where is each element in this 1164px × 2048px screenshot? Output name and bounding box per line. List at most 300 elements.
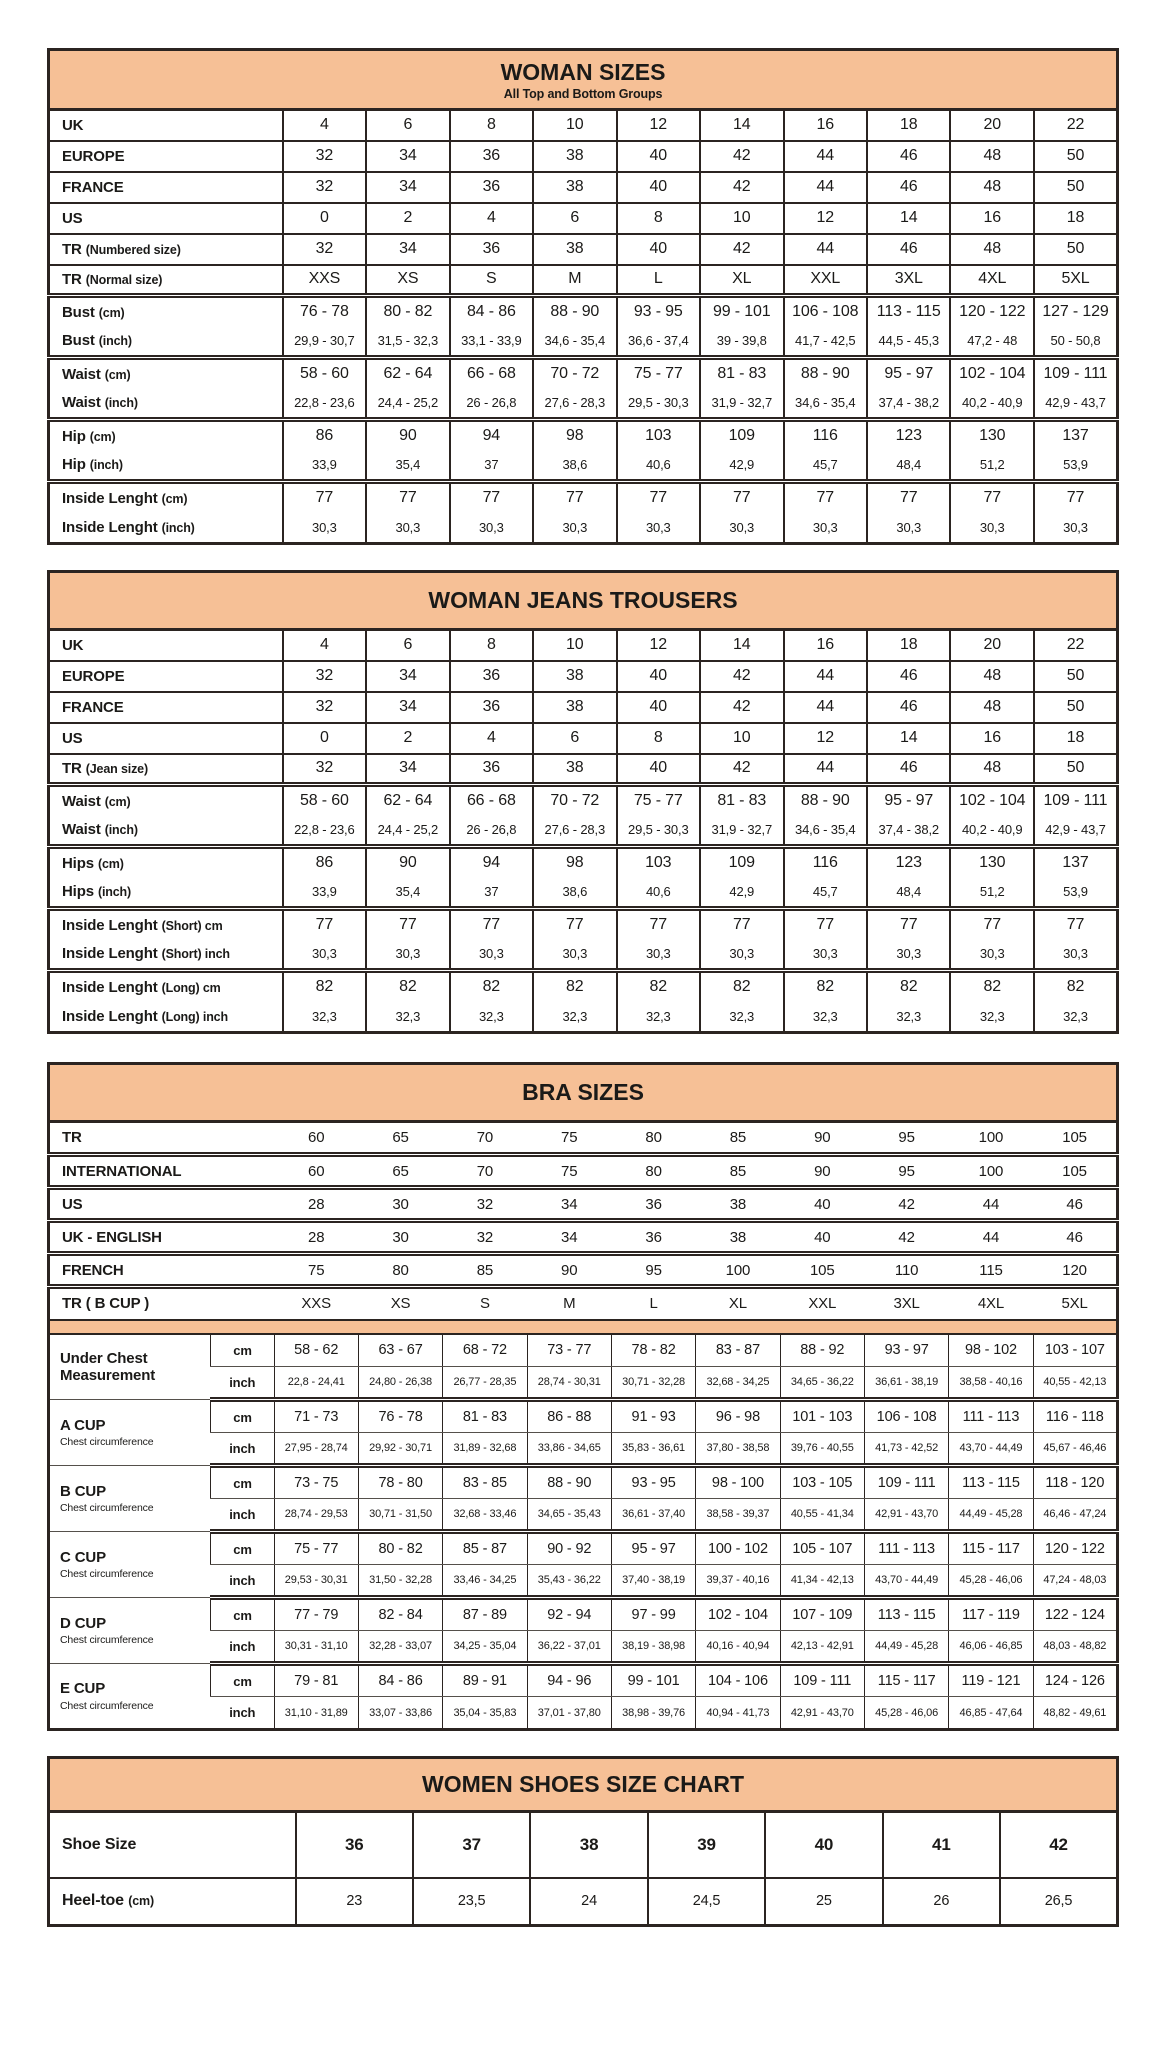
size-value: 26 bbox=[883, 1878, 1000, 1926]
size-value: 33,9 bbox=[283, 451, 366, 482]
size-value: 32 bbox=[283, 754, 366, 785]
cup-inch-value: 40,16 - 40,94 bbox=[696, 1631, 780, 1664]
cup-label: E CUP Chest circumference bbox=[49, 1664, 211, 1730]
row-label: Heel-toe (cm) bbox=[62, 1892, 155, 1910]
cup-cm-value: 109 - 111 bbox=[864, 1466, 948, 1499]
row-label: UK bbox=[49, 110, 283, 141]
table-row bbox=[49, 909, 1118, 940]
size-value: 109 bbox=[700, 420, 783, 451]
size-value: 44 bbox=[784, 234, 867, 265]
cup-cm-value: 97 - 99 bbox=[611, 1598, 695, 1631]
cup-cm-value: 88 - 92 bbox=[780, 1334, 864, 1367]
size-value: 20 bbox=[950, 630, 1033, 661]
bra-size-value: 3XL bbox=[893, 1295, 920, 1313]
size-value: 38,6 bbox=[533, 878, 616, 909]
size-value: 80 - 82 bbox=[366, 296, 449, 327]
size-value: 40 bbox=[765, 1812, 882, 1878]
size-value: 116 bbox=[784, 420, 867, 451]
row-label: Inside Lenght (cm) bbox=[62, 489, 188, 507]
table-row bbox=[49, 420, 1118, 451]
size-value: 42 bbox=[700, 172, 783, 203]
cup-cm-value: 106 - 108 bbox=[864, 1400, 948, 1433]
size-value: 44 bbox=[784, 141, 867, 172]
row-label: FRANCE bbox=[49, 692, 283, 723]
size-value: 66 - 68 bbox=[450, 785, 533, 816]
table-row bbox=[49, 358, 1118, 389]
size-value: 26 - 26,8 bbox=[450, 816, 533, 847]
bra-size-value: 100 bbox=[696, 1254, 780, 1287]
size-value: 8 bbox=[450, 110, 533, 141]
size-value: 18 bbox=[867, 630, 950, 661]
cup-cm-value: 119 - 121 bbox=[949, 1664, 1033, 1697]
size-value: 82 bbox=[283, 971, 366, 1002]
table-row bbox=[49, 723, 1118, 754]
cup-cm-value: 91 - 93 bbox=[611, 1400, 695, 1433]
cup-inch-value: 42,91 - 43,70 bbox=[864, 1499, 948, 1532]
size-value: 84 - 86 bbox=[450, 296, 533, 327]
size-value: 38 bbox=[533, 234, 616, 265]
cup-cm-value: 77 - 79 bbox=[274, 1598, 358, 1631]
cup-cm-value: 113 - 115 bbox=[949, 1466, 1033, 1499]
size-value: 41,7 - 42,5 bbox=[784, 327, 867, 358]
size-value: 94 bbox=[450, 847, 533, 878]
size-value: S bbox=[450, 265, 533, 296]
size-value: 32,3 bbox=[867, 1002, 950, 1033]
size-value: 34 bbox=[366, 234, 449, 265]
table-row bbox=[49, 1878, 1118, 1926]
row-label: Bust (cm) bbox=[62, 303, 125, 321]
size-value: 42 bbox=[700, 754, 783, 785]
bra-size-value: XS bbox=[390, 1295, 411, 1313]
size-value: 42 bbox=[700, 692, 783, 723]
row-label: Hips (cm) bbox=[62, 854, 124, 872]
bra-size-value: 75 bbox=[274, 1254, 358, 1287]
row-label: Inside Lenght (Short) inch bbox=[49, 940, 283, 971]
table-title: WOMAN JEANS TROUSERS bbox=[428, 587, 738, 613]
size-value: 37,4 - 38,2 bbox=[867, 816, 950, 847]
cup-cm-value: 107 - 109 bbox=[780, 1598, 864, 1631]
bra-sizes-table bbox=[47, 1062, 1119, 1731]
table-row bbox=[49, 661, 1118, 692]
cup-cm-value: 82 - 84 bbox=[358, 1598, 442, 1631]
cup-cm-value: 96 - 98 bbox=[696, 1400, 780, 1433]
size-value: 70 - 72 bbox=[533, 358, 616, 389]
size-value: 30,3 bbox=[1034, 940, 1118, 971]
size-value: 30,3 bbox=[533, 513, 616, 544]
bra-size-value: 95 bbox=[611, 1254, 695, 1287]
row-label: Inside Lenght (Long) inch bbox=[62, 1007, 228, 1025]
cup-cm-value: 75 - 77 bbox=[274, 1532, 358, 1565]
bra-size-value: 75 bbox=[527, 1122, 611, 1155]
cup-label: A CUP Chest circumference bbox=[49, 1400, 211, 1466]
size-value: 77 bbox=[867, 482, 950, 513]
table-row bbox=[49, 327, 1118, 358]
size-value: 33,9 bbox=[283, 878, 366, 909]
cup-cm-value: 80 - 82 bbox=[358, 1532, 442, 1565]
size-value: 88 - 90 bbox=[784, 785, 867, 816]
shoes-table bbox=[47, 1756, 1119, 1927]
cup-cm-value: 58 - 62 bbox=[274, 1334, 358, 1367]
size-value: 98 bbox=[533, 420, 616, 451]
cup-inch-value: 36,61 - 38,19 bbox=[864, 1367, 948, 1400]
size-value: 34 bbox=[366, 754, 449, 785]
size-value: 36 bbox=[450, 661, 533, 692]
size-value: 38,6 bbox=[533, 451, 616, 482]
bra-size-value: 34 bbox=[527, 1188, 611, 1221]
size-value: XXS bbox=[283, 265, 366, 296]
size-value: 26 - 26,8 bbox=[450, 389, 533, 420]
size-value: 95 - 97 bbox=[867, 358, 950, 389]
size-value: 30,3 bbox=[533, 940, 616, 971]
size-value: 77 bbox=[950, 909, 1033, 940]
cup-cm-value: 103 - 105 bbox=[780, 1466, 864, 1499]
size-value: 8 bbox=[450, 630, 533, 661]
size-value: 90 bbox=[366, 847, 449, 878]
row-label: Hips (inch) bbox=[49, 878, 283, 909]
cup-inch-value: 30,31 - 31,10 bbox=[274, 1631, 358, 1664]
cup-cm-value: 109 - 111 bbox=[780, 1664, 864, 1697]
size-value: 8 bbox=[617, 723, 700, 754]
table-row bbox=[49, 816, 1118, 847]
cup-cm-value: 117 - 119 bbox=[949, 1598, 1033, 1631]
bra-size-value: 80 bbox=[611, 1122, 695, 1155]
size-value: 95 - 97 bbox=[867, 785, 950, 816]
size-value: 46 bbox=[867, 234, 950, 265]
row-label: Waist (cm) bbox=[62, 792, 131, 810]
cup-cm-value: 120 - 122 bbox=[1033, 1532, 1117, 1565]
size-value: 30,3 bbox=[366, 940, 449, 971]
bra-size-value: 44 bbox=[949, 1188, 1033, 1221]
cup-inch-value: 48,82 - 49,61 bbox=[1033, 1697, 1117, 1730]
size-value: 37 bbox=[413, 1812, 530, 1878]
cup-cm-value: 73 - 75 bbox=[274, 1466, 358, 1499]
cup-cm-value: 98 - 100 bbox=[696, 1466, 780, 1499]
bra-size-value: 120 bbox=[1033, 1254, 1117, 1287]
cup-cm-value: 105 - 107 bbox=[780, 1532, 864, 1565]
size-value: 29,9 - 30,7 bbox=[283, 327, 366, 358]
size-value: 37,4 - 38,2 bbox=[867, 389, 950, 420]
bra-sizes-section bbox=[47, 1062, 1119, 1731]
cup-cm-value: 111 - 113 bbox=[949, 1400, 1033, 1433]
size-value: 32,3 bbox=[450, 1002, 533, 1033]
size-value: 62 - 64 bbox=[366, 358, 449, 389]
size-value: 75 - 77 bbox=[617, 785, 700, 816]
row-label: TR (Jean size) bbox=[49, 754, 283, 785]
bra-size-value: 38 bbox=[696, 1188, 780, 1221]
size-value: 0 bbox=[283, 203, 366, 234]
size-value: 26,5 bbox=[1000, 1878, 1117, 1926]
size-value: 40,6 bbox=[617, 451, 700, 482]
cup-cm-value: 93 - 95 bbox=[611, 1466, 695, 1499]
size-value: 41 bbox=[883, 1812, 1000, 1878]
cup-inch-value: 28,74 - 30,31 bbox=[527, 1367, 611, 1400]
size-value: 34,6 - 35,4 bbox=[533, 327, 616, 358]
cup-inch-value: 36,22 - 37,01 bbox=[527, 1631, 611, 1664]
size-value: 30,3 bbox=[617, 940, 700, 971]
cup-inch-value: 44,49 - 45,28 bbox=[949, 1499, 1033, 1532]
size-value: 6 bbox=[533, 203, 616, 234]
cup-inch-value: 34,65 - 35,43 bbox=[527, 1499, 611, 1532]
size-value: 36 bbox=[450, 754, 533, 785]
size-value: 44 bbox=[784, 172, 867, 203]
table-row bbox=[49, 1002, 1118, 1033]
cup-inch-value: 35,43 - 36,22 bbox=[527, 1565, 611, 1598]
bra-size-value: 32 bbox=[443, 1221, 527, 1254]
size-value: 4 bbox=[283, 630, 366, 661]
size-value: 29,5 - 30,3 bbox=[617, 816, 700, 847]
unit-cm: cm bbox=[211, 1598, 274, 1631]
size-value: 45,7 bbox=[784, 878, 867, 909]
table-title: WOMAN SIZES bbox=[500, 59, 666, 85]
cup-cm-value: 115 - 117 bbox=[949, 1532, 1033, 1565]
size-value: 82 bbox=[700, 971, 783, 1002]
row-label: INTERNATIONAL bbox=[49, 1155, 275, 1188]
size-value: 32,3 bbox=[1034, 1002, 1118, 1033]
size-value: 77 bbox=[784, 482, 867, 513]
size-value: 32,3 bbox=[784, 1002, 867, 1033]
bra-size-value: 28 bbox=[274, 1188, 358, 1221]
size-value: 27,6 - 28,3 bbox=[533, 389, 616, 420]
cup-cm-row bbox=[49, 1400, 1118, 1433]
cup-cm-value: 90 - 92 bbox=[527, 1532, 611, 1565]
bra-size-value: 80 bbox=[358, 1254, 442, 1287]
bra-size-value: 4XL bbox=[977, 1295, 1005, 1313]
size-value: 30,3 bbox=[867, 513, 950, 544]
size-value: 44 bbox=[784, 661, 867, 692]
bra-sizes-rows bbox=[49, 1122, 1118, 1730]
cup-inch-value: 39,76 - 40,55 bbox=[780, 1433, 864, 1466]
bra-conversion-row bbox=[49, 1188, 1118, 1221]
size-value: 33,1 - 33,9 bbox=[450, 327, 533, 358]
size-value: 32 bbox=[283, 172, 366, 203]
size-value: 77 bbox=[700, 909, 783, 940]
size-value: 45,7 bbox=[784, 451, 867, 482]
bra-size-value: 42 bbox=[864, 1188, 948, 1221]
size-value: 50 bbox=[1034, 141, 1118, 172]
size-value: 34 bbox=[366, 692, 449, 723]
size-value: 81 - 83 bbox=[700, 358, 783, 389]
size-value: 48 bbox=[950, 234, 1033, 265]
table-row bbox=[49, 754, 1118, 785]
size-value: 77 bbox=[283, 482, 366, 513]
size-value: 48,4 bbox=[867, 451, 950, 482]
row-label: TR (Numbered size) bbox=[49, 234, 283, 265]
size-chart-document bbox=[47, 48, 1119, 1927]
size-value: 42 bbox=[700, 141, 783, 172]
cup-inch-value: 33,46 - 34,25 bbox=[443, 1565, 527, 1598]
cup-inch-value: 46,06 - 46,85 bbox=[949, 1631, 1033, 1664]
bra-size-value: S bbox=[479, 1295, 490, 1313]
size-value: 24,4 - 25,2 bbox=[366, 389, 449, 420]
cup-cm-value: 79 - 81 bbox=[274, 1664, 358, 1697]
size-value: 16 bbox=[950, 203, 1033, 234]
cup-inch-value: 45,67 - 46,46 bbox=[1033, 1433, 1117, 1466]
size-value: 30,3 bbox=[617, 513, 700, 544]
size-value: 77 bbox=[1034, 482, 1118, 513]
size-value: 103 bbox=[617, 847, 700, 878]
size-value: 30,3 bbox=[700, 513, 783, 544]
size-value: 42 bbox=[700, 234, 783, 265]
size-value: 77 bbox=[533, 482, 616, 513]
unit-cm: cm bbox=[211, 1466, 274, 1499]
cup-inch-value: 35,04 - 35,83 bbox=[443, 1697, 527, 1730]
cup-cm-value: 86 - 88 bbox=[527, 1400, 611, 1433]
size-value: 48,4 bbox=[867, 878, 950, 909]
bra-size-value: 85 bbox=[696, 1155, 780, 1188]
size-value: 32,3 bbox=[533, 1002, 616, 1033]
cup-cm-value: 87 - 89 bbox=[443, 1598, 527, 1631]
cup-cm-value: 103 - 107 bbox=[1033, 1334, 1117, 1367]
bra-size-value: 85 bbox=[696, 1122, 780, 1155]
size-value: 6 bbox=[366, 110, 449, 141]
bra-size-value: 65 bbox=[358, 1155, 442, 1188]
size-value: 77 bbox=[533, 909, 616, 940]
size-value: 10 bbox=[700, 203, 783, 234]
size-value: 36 bbox=[296, 1812, 413, 1878]
cup-cm-value: 81 - 83 bbox=[443, 1400, 527, 1433]
cup-inch-value: 26,77 - 28,35 bbox=[443, 1367, 527, 1400]
size-value: 38 bbox=[533, 754, 616, 785]
size-value: 34 bbox=[366, 661, 449, 692]
table-row bbox=[49, 940, 1118, 971]
size-value: 40 bbox=[617, 754, 700, 785]
table-row bbox=[49, 847, 1118, 878]
size-value: 75 - 77 bbox=[617, 358, 700, 389]
bra-size-value: 105 bbox=[780, 1254, 864, 1287]
cup-cm-value: 63 - 67 bbox=[358, 1334, 442, 1367]
size-value: 29,5 - 30,3 bbox=[617, 389, 700, 420]
bra-size-value: 100 bbox=[949, 1155, 1033, 1188]
cup-cm-value: 118 - 120 bbox=[1033, 1466, 1117, 1499]
size-value: 2 bbox=[366, 723, 449, 754]
bra-size-value: 105 bbox=[1033, 1155, 1117, 1188]
table-row bbox=[49, 389, 1118, 420]
cup-cm-value: 102 - 104 bbox=[696, 1598, 780, 1631]
size-value: 82 bbox=[533, 971, 616, 1002]
size-value: 3XL bbox=[867, 265, 950, 296]
size-value: 40,2 - 40,9 bbox=[950, 816, 1033, 847]
peach-divider-strip bbox=[49, 1320, 1118, 1334]
cup-inch-value: 31,10 - 31,89 bbox=[274, 1697, 358, 1730]
bra-size-value: 80 bbox=[611, 1155, 695, 1188]
cup-inch-value: 32,68 - 34,25 bbox=[696, 1367, 780, 1400]
unit-inch: inch bbox=[211, 1367, 274, 1400]
cup-inch-value: 48,03 - 48,82 bbox=[1033, 1631, 1117, 1664]
size-value: 4 bbox=[283, 110, 366, 141]
bra-size-value: 46 bbox=[1033, 1188, 1117, 1221]
size-value: 93 - 95 bbox=[617, 296, 700, 327]
cup-cm-value: 83 - 87 bbox=[696, 1334, 780, 1367]
size-value: 48 bbox=[950, 692, 1033, 723]
row-label: TR bbox=[49, 1122, 275, 1155]
size-value: 18 bbox=[1034, 723, 1118, 754]
cup-inch-value: 22,8 - 24,41 bbox=[274, 1367, 358, 1400]
size-value: 16 bbox=[784, 110, 867, 141]
cup-cm-value: 124 - 126 bbox=[1033, 1664, 1117, 1697]
size-value: 35,4 bbox=[366, 451, 449, 482]
table-title: BRA SIZES bbox=[522, 1079, 644, 1105]
size-value: 38 bbox=[533, 141, 616, 172]
size-value: 25 bbox=[765, 1878, 882, 1926]
table-subtitle: All Top and Bottom Groups bbox=[503, 87, 663, 101]
size-value: 48 bbox=[950, 141, 1033, 172]
unit-inch: inch bbox=[211, 1631, 274, 1664]
size-value: 32 bbox=[283, 692, 366, 723]
cup-label: C CUP Chest circumference bbox=[49, 1532, 211, 1598]
cup-inch-value: 46,46 - 47,24 bbox=[1033, 1499, 1117, 1532]
size-value: 24,5 bbox=[648, 1878, 765, 1926]
size-value: 31,9 - 32,7 bbox=[700, 816, 783, 847]
size-value: 36 bbox=[450, 141, 533, 172]
size-value: 39 - 39,8 bbox=[700, 327, 783, 358]
size-value: 20 bbox=[950, 110, 1033, 141]
size-value: 40 bbox=[617, 141, 700, 172]
table-row bbox=[49, 785, 1118, 816]
size-value: 22 bbox=[1034, 630, 1118, 661]
cup-inch-value: 37,01 - 37,80 bbox=[527, 1697, 611, 1730]
cup-inch-value: 37,80 - 38,58 bbox=[696, 1433, 780, 1466]
size-value: 37 bbox=[450, 878, 533, 909]
woman-sizes-section bbox=[47, 48, 1119, 545]
size-value: 23,5 bbox=[413, 1878, 530, 1926]
cup-cm-value: 95 - 97 bbox=[611, 1532, 695, 1565]
cup-inch-value: 29,53 - 30,31 bbox=[274, 1565, 358, 1598]
row-label: UK bbox=[49, 630, 283, 661]
cup-inch-value: 45,28 - 46,06 bbox=[864, 1697, 948, 1730]
bra-size-value: 90 bbox=[527, 1254, 611, 1287]
size-value: 123 bbox=[867, 847, 950, 878]
bra-size-value: 105 bbox=[1033, 1122, 1117, 1155]
size-value: 34 bbox=[366, 141, 449, 172]
row-label: Waist (inch) bbox=[49, 816, 283, 847]
size-value: 12 bbox=[617, 110, 700, 141]
size-value: 58 - 60 bbox=[283, 785, 366, 816]
size-value: 8 bbox=[617, 203, 700, 234]
size-value: 36 bbox=[450, 234, 533, 265]
bra-size-value: XL bbox=[728, 1295, 747, 1313]
row-label: EUROPE bbox=[49, 661, 283, 692]
bra-size-value: 38 bbox=[696, 1221, 780, 1254]
size-value: 38 bbox=[533, 172, 616, 203]
size-value: 82 bbox=[950, 971, 1033, 1002]
bra-size-value: XXL bbox=[808, 1295, 837, 1313]
bra-conversion-row bbox=[49, 1254, 1118, 1287]
table-row bbox=[49, 513, 1118, 544]
size-value: 40,6 bbox=[617, 878, 700, 909]
row-label: FRANCE bbox=[49, 172, 283, 203]
bra-conversion-row bbox=[49, 1221, 1118, 1254]
table-row bbox=[49, 878, 1118, 909]
size-value: 12 bbox=[784, 723, 867, 754]
row-label: Inside Lenght (inch) bbox=[62, 518, 195, 536]
woman-sizes-rows bbox=[49, 110, 1118, 544]
size-value: 32 bbox=[283, 141, 366, 172]
row-label: Waist (cm) bbox=[62, 365, 131, 383]
size-value: 32,3 bbox=[700, 1002, 783, 1033]
size-value: 81 - 83 bbox=[700, 785, 783, 816]
size-value: 32,3 bbox=[283, 1002, 366, 1033]
size-value: 0 bbox=[283, 723, 366, 754]
size-value: 14 bbox=[867, 203, 950, 234]
cup-inch-value: 27,95 - 28,74 bbox=[274, 1433, 358, 1466]
row-label: Inside Lenght (Long) cm bbox=[62, 978, 221, 996]
size-value: 34 bbox=[366, 172, 449, 203]
cup-inch-value: 31,50 - 32,28 bbox=[358, 1565, 442, 1598]
cup-label: D CUP Chest circumference bbox=[49, 1598, 211, 1664]
size-value: 76 - 78 bbox=[283, 296, 366, 327]
bra-size-value: L bbox=[649, 1295, 658, 1313]
cup-inch-value: 35,83 - 36,61 bbox=[611, 1433, 695, 1466]
